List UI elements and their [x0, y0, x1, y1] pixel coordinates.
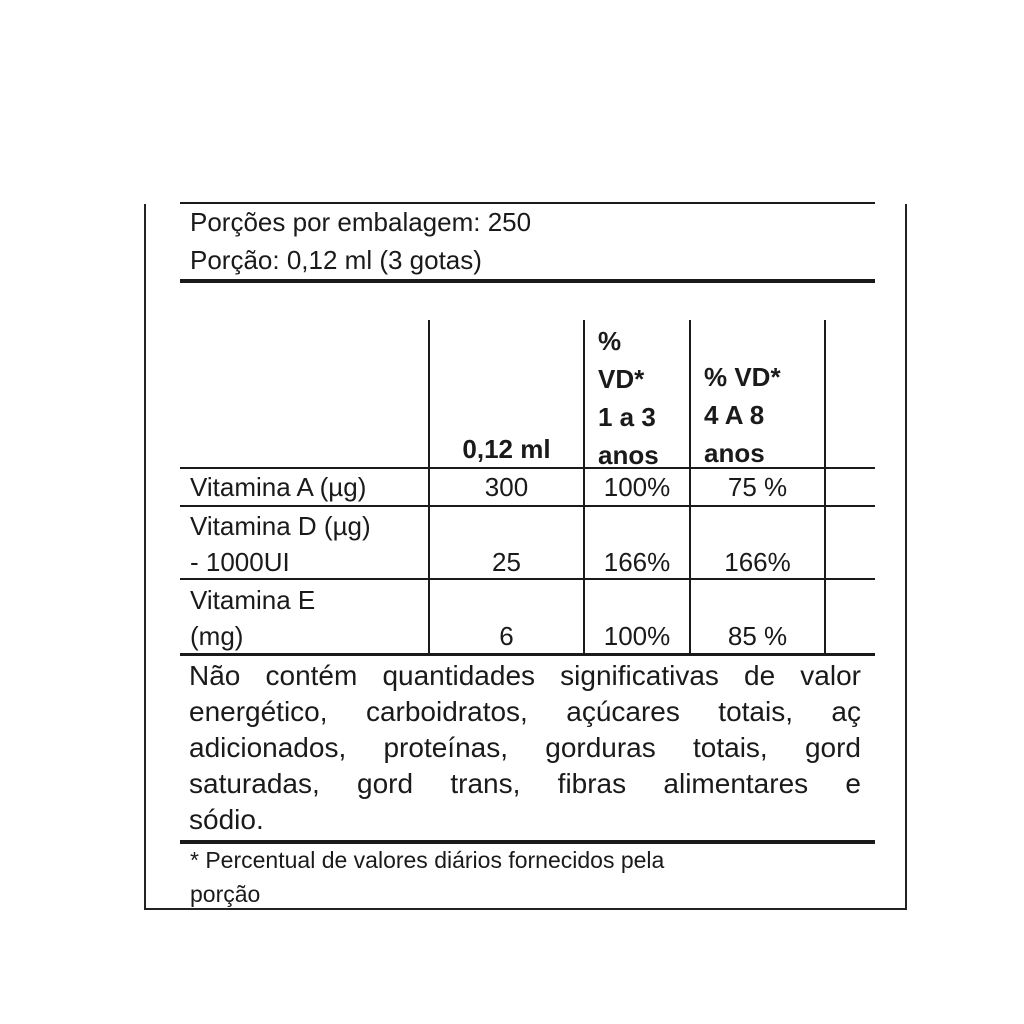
nutrient-amount: 300 [484, 472, 529, 502]
nutrient-dv-1-3: 166% [603, 547, 671, 577]
nutrient-dv-1-3: 100% [603, 472, 671, 502]
not-significant-notice [189, 658, 861, 838]
nutrient-dv-4-8: 166% [724, 547, 791, 577]
nutrient-dv-4-8: 75 % [727, 472, 788, 502]
nutrient-name: Vitamina E [190, 585, 316, 615]
col-header-amount: 0,12 ml [462, 434, 551, 464]
notice-line: adicionados, proteínas, gorduras totais, gord [189, 732, 861, 763]
nutrient-dv-1-3: 100% [603, 621, 671, 651]
col-header-dv-4-8-line: anos [704, 438, 765, 468]
col-header-dv-1-3-line: % [598, 326, 622, 356]
col-header-dv-4-8-line: % VD* [704, 362, 781, 392]
col-header-dv-4-8-line: 4 A 8 [704, 400, 765, 430]
nutrient-amount: 25 [492, 547, 521, 577]
notice-line: energético, carboidratos, açúcares totais, aç [189, 696, 861, 727]
footnote-line: porção [190, 881, 261, 907]
col-header-dv-1-3-line: anos [598, 440, 659, 470]
nutrient-name-cont: - 1000UI [190, 547, 290, 577]
notice-line: Não contém quantidades significativas de valor [189, 660, 861, 691]
col-rule-4 [824, 320, 826, 655]
notice-line: saturadas, gord trans, fibras alimentares e [189, 768, 861, 799]
nutrient-name: Vitamina A (µg) [190, 472, 367, 502]
col-header-dv-1-3-line: 1 a 3 [598, 402, 656, 432]
nutrient-name-cont: (mg) [190, 621, 244, 651]
col-header-dv-1-3-line: VD* [598, 364, 645, 394]
notice-line: sódio. [189, 804, 264, 835]
footnote [190, 843, 664, 911]
nutrient-dv-4-8: 85 % [727, 621, 788, 651]
servings-per-package: Porções por embalagem: 250 [190, 207, 532, 237]
header-thick-rule [180, 279, 875, 283]
nutrient-amount: 6 [499, 621, 514, 651]
col-header-dv-1-3 [598, 322, 659, 474]
serving-size: Porção: 0,12 ml (3 gotas) [190, 245, 482, 275]
col-header-dv-4-8 [704, 358, 781, 472]
nutrient-name: Vitamina D (µg) [190, 511, 371, 541]
footnote-line: * Percentual de valores diários fornecidos pela [190, 847, 665, 873]
